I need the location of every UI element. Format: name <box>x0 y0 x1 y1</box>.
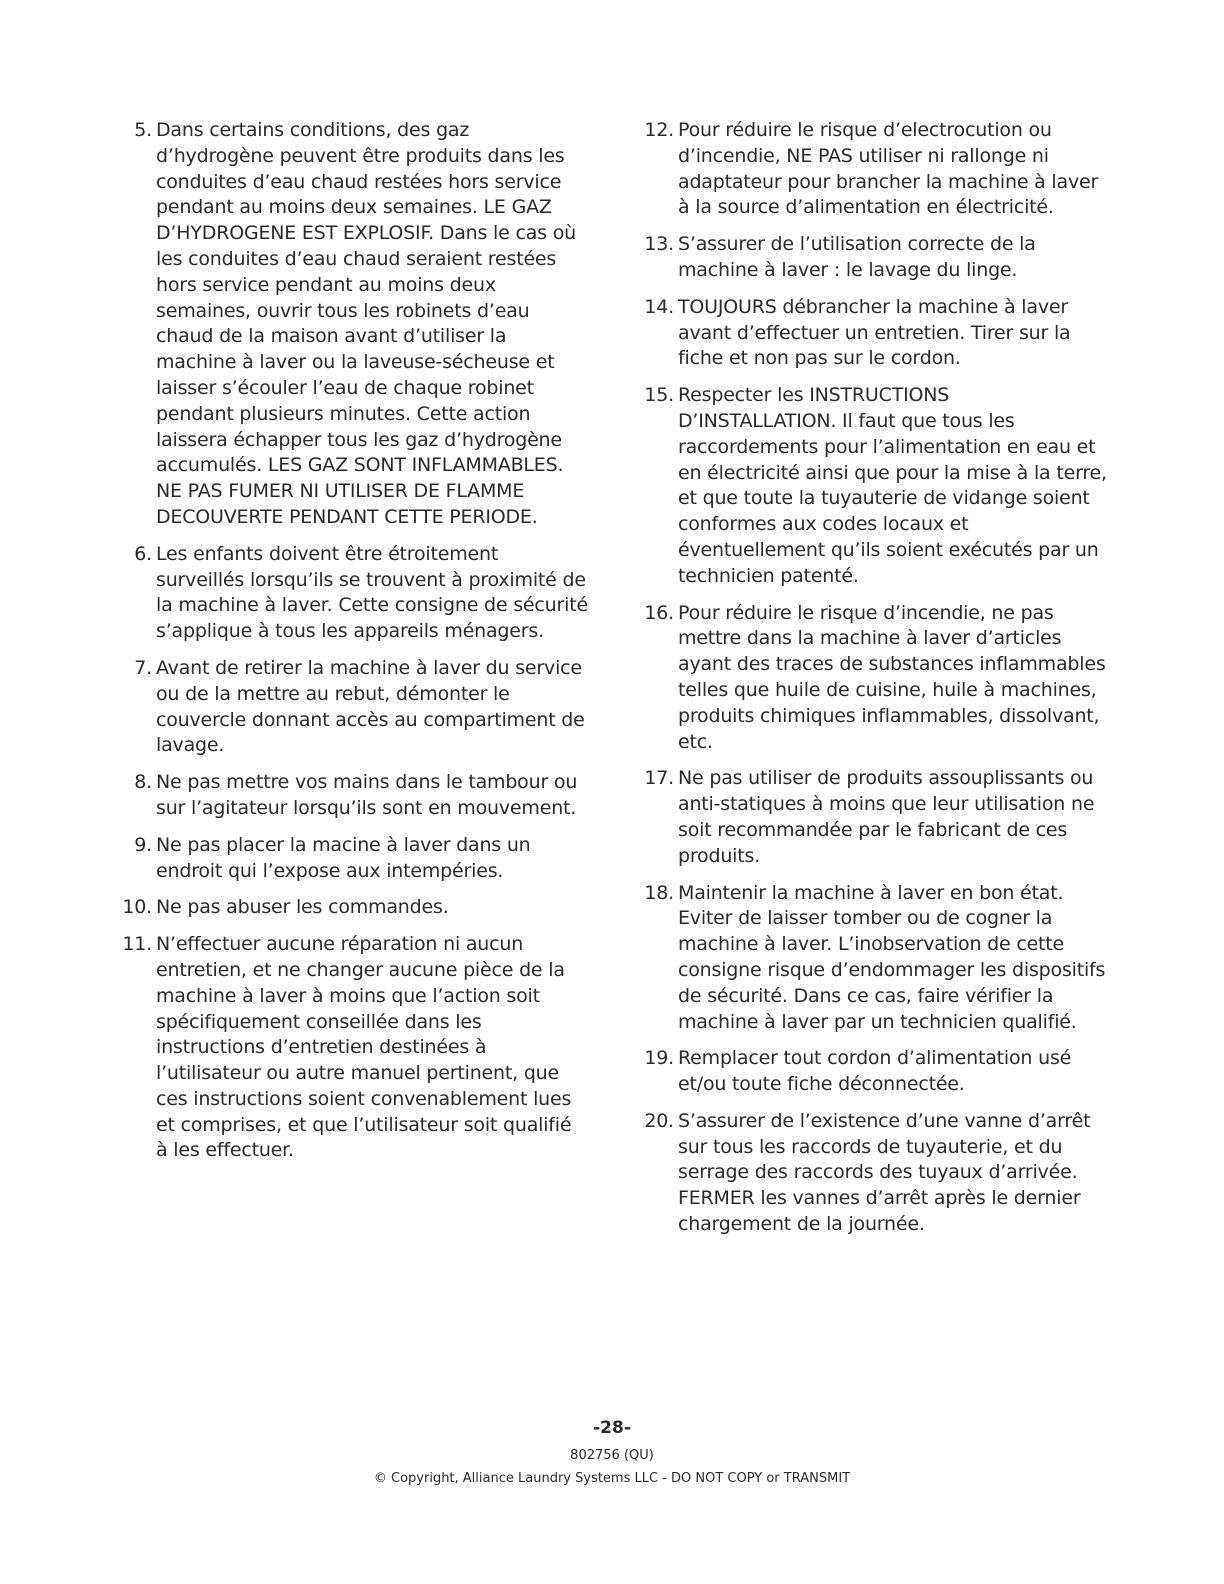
list-item <box>626 383 1110 589</box>
item-number: 6. <box>134 542 152 565</box>
list-item <box>626 295 1110 372</box>
list-item <box>626 601 1110 756</box>
item-text: N’effectuer aucune réparation ni aucun entretien, et ne changer aucune pièce de la machine à laver à moins que l’action soit spécifiquement conseillée dans les instructions d’entretien destinées à l’utilisateur ou autre manuel pertinent, que ces instructions soient convenablement lues et comprises, et que l’utilisateur soit qualifié à les effectuer. <box>156 933 572 1162</box>
list-item <box>104 542 588 645</box>
item-text: Remplacer tout cordon d’alimentation usé et/ou toute fiche déconnectée. <box>678 1047 1072 1096</box>
left-safety-list <box>104 118 588 1164</box>
list-item <box>626 118 1110 221</box>
page-number: -28- <box>593 1418 631 1438</box>
list-item <box>104 656 588 759</box>
item-number: 11. <box>122 933 152 956</box>
list-item <box>626 766 1110 869</box>
list-item <box>104 770 588 822</box>
item-text: Maintenir la machine à laver en bon état. Eviter de laisser tomber ou de cogner la machine à laver. L’inobservation de cette consigne risque d’endommager les dispositifs de sécurité. Dans ce cas, faire vérifier la machine à laver par un technicien qualifié. <box>678 881 1106 1033</box>
item-text: Les enfants doivent être étroitement surveillés lorsqu’ils se trouvent à proximité de la machine à laver. Cette consigne de sécurité s’applique à tous les appareils ménagers. <box>156 542 588 643</box>
item-text: Avant de retirer la machine à laver du service ou de la mettre au rebut, démonter le couvercle donnant accès au compartiment de lavage. <box>156 656 585 757</box>
item-number: 19. <box>644 1047 674 1070</box>
document-code: 802756 (QU) <box>570 1448 654 1463</box>
item-number: 13. <box>644 233 674 256</box>
item-number: 20. <box>644 1109 674 1132</box>
item-text: TOUJOURS débrancher la machine à laver avant d’effectuer un entretien. Tirer sur la fiche et non pas sur le cordon. <box>678 295 1071 370</box>
item-text: Respecter les INSTRUCTIONS D’INSTALLATION. Il faut que tous les raccordements pour l’alimentation en eau et en électricité ainsi que pour la mise à la terre, et que toute la tuyauterie de vidange soient conformes aux codes locaux et éventuellement qu’ils soient exécutés par un technicien patenté. <box>678 384 1107 587</box>
list-item <box>104 118 588 531</box>
list-item <box>626 1109 1110 1238</box>
copyright-notice: © Copyright, Alliance Laundry Systems LLC - DO NOT COPY or TRANSMIT <box>373 1471 851 1486</box>
list-item <box>626 1046 1110 1098</box>
item-text: Ne pas placer la macine à laver dans un endroit qui l’expose aux intempéries. <box>156 833 531 882</box>
list-item <box>626 881 1110 1036</box>
item-text: Pour réduire le risque d’incendie, ne pas mettre dans la machine à laver d’articles ayant des traces de substances inflammables telles que huile de cuisine, huile à machines, produits chimiques inflammables, dissolvant, etc. <box>678 601 1106 753</box>
item-number: 9. <box>134 833 152 856</box>
item-text: Ne pas utiliser de produits assouplissants ou anti-statiques à moins que leur utilisation ne soit recommandée par le fabricant de ces produits. <box>678 767 1095 867</box>
item-text: Ne pas abuser les commandes. <box>156 896 449 919</box>
item-number: 16. <box>644 601 674 624</box>
item-number: 17. <box>644 767 674 790</box>
list-item <box>104 932 588 1164</box>
item-text: S’assurer de l’utilisation correcte de la machine à laver : le lavage du linge. <box>678 233 1036 281</box>
item-number: 18. <box>644 881 674 904</box>
item-number: 15. <box>644 384 674 407</box>
list-item <box>626 232 1110 284</box>
item-text: S’assurer de l’existence d’une vanne d’arrêt sur tous les raccords de tuyauterie, et du serrage des raccords des tuyaux d’arrivée. FERMER les vannes d’arrêt après le dernier chargement de la journée. <box>678 1109 1091 1236</box>
right-column <box>626 118 1110 1249</box>
left-column <box>104 118 588 1175</box>
item-text: Dans certains conditions, des gaz d’hydrogène peuvent être produits dans les conduites d’eau chaud restées hors service pendant au moins deux semaines. LE GAZ D’HYDROGENE EST EXPLOSIF. Dans le cas où les conduites d’eau chaud seraient restées hors service pendant au moins deux semaines, ouvrir tous les robinets d’eau chaud de la maison avant d’utiliser la machine à laver ou la laveuse-sécheuse et laisser s’écouler l’eau de chaque robinet pendant plusieurs minutes. Cette action laissera échapper tous les gaz d’hydrogène accumulés. LES GAZ SONT INFLAMMABLES. NE PAS FUMER NI UTILISER DE FLAMME DECOUVERTE PENDANT CETTE PERIODE. <box>156 119 576 528</box>
item-number: 5. <box>134 119 152 141</box>
right-safety-list <box>626 118 1110 1238</box>
item-number: 8. <box>134 771 152 794</box>
list-item <box>104 895 588 921</box>
item-text: Ne pas mettre vos mains dans le tambour ou sur l’agitateur lorsqu’ils sont en mouvement. <box>156 771 578 819</box>
item-text: Pour réduire le risque d’electrocution ou d’incendie, NE PAS utiliser ni rallonge ni adaptateur pour brancher la machine à laver à la source d’alimentation en électricité. <box>678 119 1099 219</box>
list-item <box>104 833 588 885</box>
item-number: 7. <box>134 656 152 679</box>
item-number: 12. <box>644 119 674 141</box>
item-number: 10. <box>122 896 152 919</box>
item-number: 14. <box>644 295 674 318</box>
